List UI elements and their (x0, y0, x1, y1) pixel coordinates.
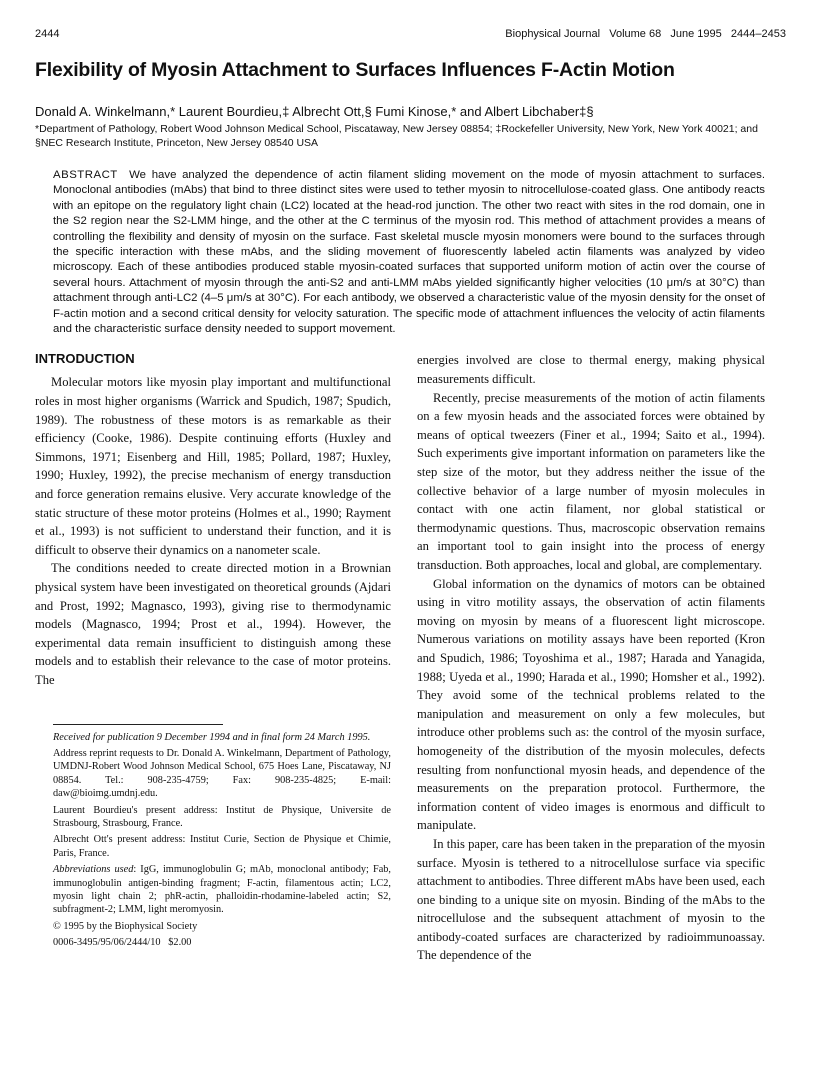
copyright: © 1995 by the Biophysical Society (53, 920, 198, 932)
footnote-divider (53, 724, 223, 725)
paragraph: energies involved are close to thermal energy, making physical measurements difficult. (417, 353, 765, 387)
journal-header: Biophysical Journal Volume 68 June 1995 2444–2453 (505, 28, 786, 40)
left-column (35, 373, 391, 952)
right-column (417, 351, 765, 965)
paragraph: Molecular motors like myosin play important and multifunctional roles in most higher organisms (Warrick and Spudich, 1987; Spudich, 1989). The robustness of these motors is as remarkable as their efficiency (Cooke, 1986). Despite continuing efforts (Huxley and Simmons, 1971; Eisenberg and Hill, 1985; Pollard, 1987; Huxley, 1990; Huxley, 1992), the precise mechanism of energy transduction and force generation remains elusive. Very accurate knowledge of the static structure of these motor proteins (Holmes et al., 1990; Rayment et al., 1993) is not sufficient to understand their function, and it is difficult to observe their dynamics on a nanometer scale. (35, 375, 391, 557)
page-number: 2444 (35, 28, 60, 40)
abbreviations-text: : IgG, immunoglobulin G; mAb, monoclonal antibody; Fab, immunoglobulin antigen-binding fragment; F-actin, filamentous actin; LC2, myosin light chain 2; phR-actin, phalloidin-rhodamine-labeled actin; S2, subfragment-2; LMM, light meromyosin. (53, 864, 391, 916)
paragraph: The conditions needed to create directed motion in a Brownian physical system have been investigated on theoretical grounds (Ajdari and Prost, 1992; Magnasco, 1993), giving rise to thermodynamic models (Magnasco, 1994; Prost et al., 1994). However, the experimental data remain insufficient to distinguish among these models and to establish their relevance to the case of motor proteins. The (35, 561, 391, 687)
paragraph: In this paper, care has been taken in the preparation of the myosin surface. Myosin is tethered to a nitrocellulose surface via specific attachment to antibodies. Three different mAbs have been used, each one binding to a unique site on myosin. Binding of the mAbs to the nitrocellulose and the subsequent attachment of myosin to the antibody-coated surfaces are characterized by radioimmunoassay. The dependence of the (417, 836, 765, 963)
abbreviations-label: Abbreviations used (53, 864, 134, 876)
article-code: 0006-3495/95/06/2444/10 $2.00 (53, 937, 192, 949)
paragraph: Global information on the dynamics of motors can be obtained using in vitro motility assays, the observation of actin filaments moving on myosin by means of a fluorescent light microscope. Numerous variations on motility assays have been reported (Kron and Spudich, 1986; Toyoshima et al., 1987; Harada and Yanagida, 1988; Uyeda et al., 1990; Harada et al., 1990; Homsher et al., 1992). They avoid some of the technical problems related to the manipulation and measurement on only a few molecules, but introduce other problems such as: the control of the myosin surface, homogeneity of the distribution of the myosin molecules, defects resulting from nonfunctional myosin heads, and dependence of the measurements on the preparation protocol. Furthermore, the information content of video images is enormous and difficult to manipulate. (417, 576, 765, 833)
affiliations: *Department of Pathology, Robert Wood Johnson Medical School, Piscataway, New Jersey 08854; ‡Rockefeller University, New York, New York 40021; and §NEC Research Institute, Princeton, New Jersey 08540 USA (35, 123, 758, 149)
paragraph: Recently, precise measurements of the motion of actin filaments on a few myosin heads and the associated forces were obtained by means of optical tweezers (Finer et al., 1994; Saito et al., 1994). Such experiments give important information on parameters like the step size of the motor, but they address neither the issue of the collective behavior of a large number of myosin molecules in contact with one actin filament, nor global statistical or thermodynamic questions. Thus, macroscopic observation remains an important tool to gain insight into the process of energy transduction. Both approaches, local and global, are complementary. (417, 390, 765, 572)
received-note: Received for publication 9 December 1994 and in final form 24 March 1995. (53, 731, 371, 743)
bourdieu-note: Laurent Bourdieu's present address: Institut de Physique, Universite de Strasbourg, Strasbourg, France. (53, 804, 391, 829)
abbreviations-note (53, 863, 391, 917)
abstract-label: ABSTRACT (53, 169, 118, 181)
reprint-note: Address reprint requests to Dr. Donald A. Winkelmann, Department of Pathology, UMDNJ-Robert Wood Johnson Medical School, 675 Hoes Lane, Piscataway, NJ 08854. Tel.: 908-235-4759; Fax: 908-235-4825; E-mail: daw@bioimg.umdnj.edu. (53, 747, 391, 800)
footnotes (53, 731, 391, 950)
running-header (35, 28, 786, 40)
abstract (53, 168, 765, 337)
authors: Donald A. Winkelmann,* Laurent Bourdieu,‡ Albrecht Ott,§ Fumi Kinose,* and Albert Libchaber‡§ (35, 104, 594, 119)
abstract-text: We have analyzed the dependence of actin filament sliding movement on the mode of myosin attachment to surfaces. Monoclonal antibodies (mAbs) that bind to three distinct sites were used to tether myosin to nitrocellulose-coated glass. One antibody reacts with an epitope on the regulatory light chain (LC2) located at the head-rod junction. The other two react with sites in the rod domain, one in the S2 region near the S2-LMM hinge, and the other at the C terminus of the myosin rod. This method of attachment provides a means of controlling the flexibility and density of myosin on the surface. Fast skeletal muscle myosin monomers were bound to the surfaces through the specific interaction with these mAbs, and the sliding movement of fluorescently labeled actin filaments was analyzed by video microscopy. Each of these antibodies produced stable myosin-coated surfaces that supported uniform motion of actin over the course of several hours. Attachment of myosin through the anti-S2 and anti-LMM mAbs yielded significantly higher velocities (10 μm/s at 30°C) than attachment through anti-LC2 (4–5 μm/s at 30°C). For each antibody, we observed a characteristic value of the myosin density for the onset of F-actin motion and a second critical density for velocity saturation. The specific mode of attachment influences the velocity of actin filaments and the characteristic surface density needed to support movement. (53, 169, 765, 336)
ott-note: Albrecht Ott's present address: Institut Curie, Section de Physique et Chimie, Paris, France. (53, 834, 391, 859)
section-heading: INTRODUCTION (35, 351, 135, 367)
article-body (35, 58, 765, 965)
article-title: Flexibility of Myosin Attachment to Surfaces Influences F-Actin Motion (35, 59, 675, 81)
